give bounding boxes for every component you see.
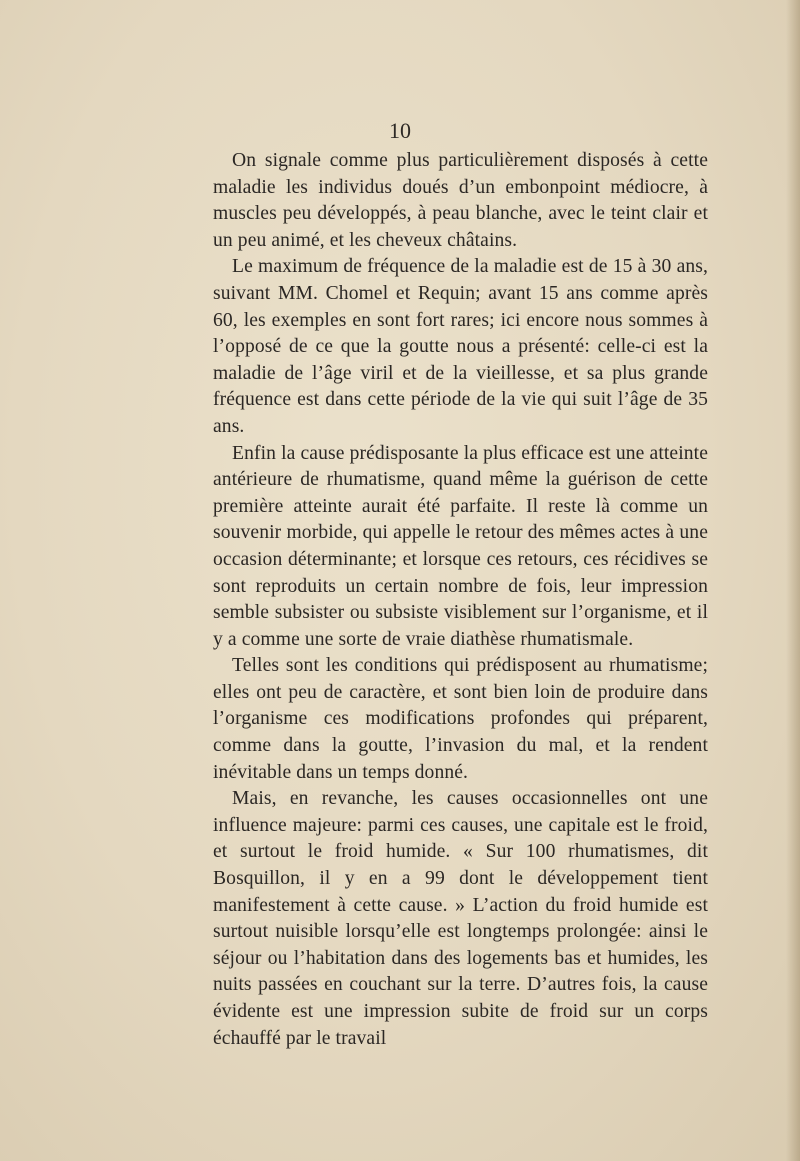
page-edge-shadow [786, 0, 800, 1161]
paragraph: Telles sont les conditions qui prédisposent au rhumatisme; elles ont peu de caractère, et sont bien loin de produire dans l’organisme ces modifications profondes qui préparent, comme dans la goutte, l’invasion du mal, et la rendent inévitable dans un temps donné. [213, 655, 708, 783]
paragraph: Enfin la cause prédisposante la plus efficace est une atteinte antérieure de rhumatisme, quand même la guérison de cette première atteinte aurait été parfaite. Il reste là comme un souvenir morbide, qui appelle le retour des mêmes actes à une occasion déterminante; et lorsque ces retours, ces récidives se sont reproduits un certain nombre de fois, leur impression semble subsister ou subsiste visiblement sur l’organisme, et il y a comme une sorte de vraie diathèse rhumatismale. [213, 442, 708, 650]
body-text [213, 148, 708, 1052]
paragraph: Le maximum de fréquence de la maladie est de 15 à 30 ans, suivant MM. Chomel et Requin; avant 15 ans comme après 60, les exemples en sont fort rares; ici encore nous sommes à l’opposé de ce que la goutte nous a présenté: celle-ci est la maladie de l’âge viril et de la vieillesse, et sa plus grande fréquence est dans cette période de la vie qui suit l’âge de 35 ans. [213, 256, 708, 437]
page-number: 10 [389, 118, 411, 143]
paragraph: Mais, en revanche, les causes occasionnelles ont une influence majeure: parmi ces causes, une capitale est le froid, et surtout le froid humide. « Sur 100 rhumatismes, dit Bosquillon, il y en a 99 dont le développement tient manifestement à cette cause. » L’action du froid humide est surtout nuisible lorsqu’elle est longtemps prolongée: ainsi le séjour ou l’habitation dans des logements bas et humides, les nuits passées en couchant sur la terre. D’autres fois, la cause évidente est une impression subite de froid sur un corps échauffé par le travail [213, 788, 708, 1049]
paragraph: On signale comme plus particulièrement disposés à cette maladie les individus doués d’un embonpoint médiocre, à muscles peu développés, à peau blanche, avec le teint clair et un peu animé, et les cheveux châtains. [213, 150, 708, 251]
